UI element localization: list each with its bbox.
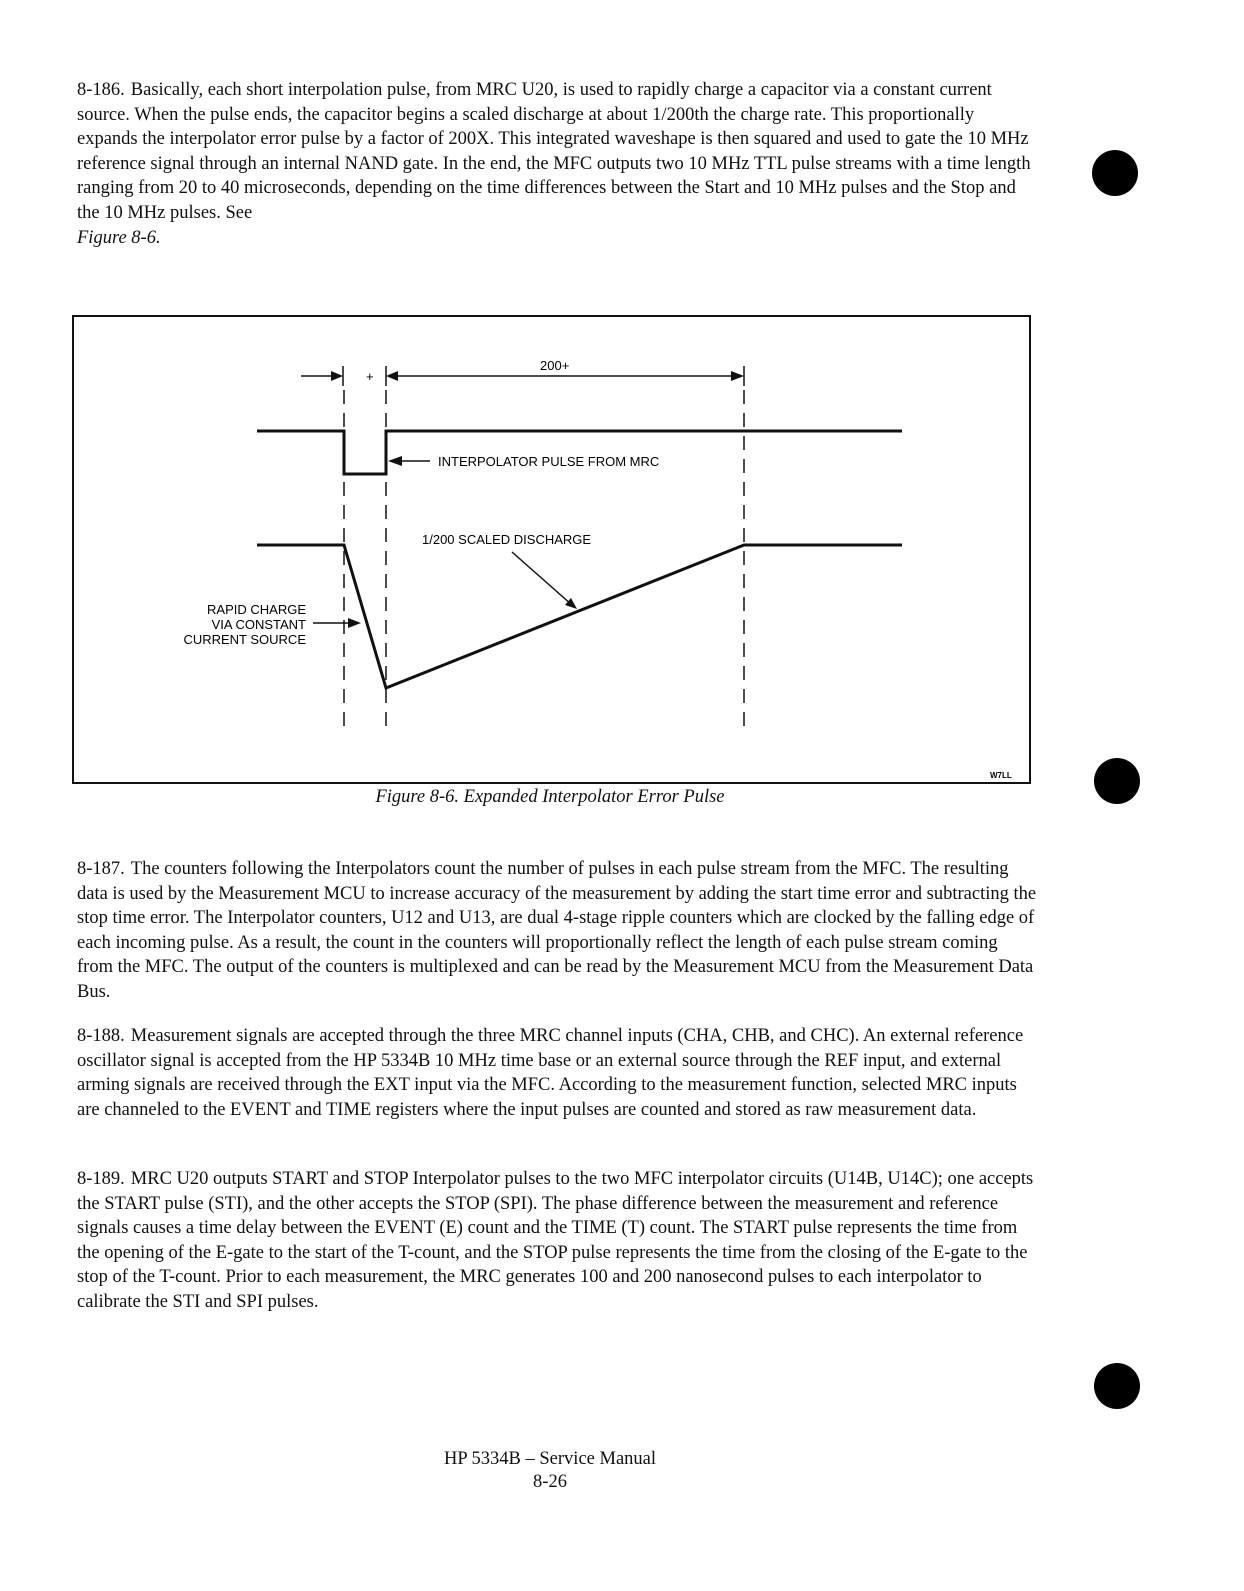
paragraph-8-189 (77, 1167, 1037, 1315)
paragraph-text: Measurement signals are accepted through the three MRC channel inputs (CHA, CHB, and CHC). An external reference oscillator signal is accepted from the HP 5334B 10 MHz time base or an external source through the REF input, and external arming signals are received through the EXT input via the MFC. According to the measurement function, selected MRC inputs are channeled to the EVENT and TIME registers where the input pulses are counted and stored as raw measurement data. (77, 1026, 1024, 1120)
dimension-arrow-left (331, 371, 343, 381)
interpolator-pulse-arrow (388, 456, 402, 466)
footer-page-number: 8-26 (533, 1472, 567, 1492)
rapid-charge-label-line-1: RAPID CHARGE (207, 602, 306, 617)
figure-border (73, 316, 1030, 783)
pulse-width-plus-label: + (366, 369, 374, 384)
binder-hole-bottom (1094, 1363, 1140, 1409)
scaled-discharge-label: 1/200 SCALED DISCHARGE (422, 532, 592, 547)
rapid-charge-label-line-2: VIA CONSTANT (211, 617, 306, 632)
paragraph-number: 8-188. (77, 1026, 125, 1046)
paragraph-8-187 (77, 857, 1037, 1005)
dimension-arrow-end (731, 371, 744, 381)
paragraph-text: Basically, each short interpolation pulse, from MRC U20, is used to rapidly charge a capacitor via a constant current source. When the pulse ends, the capacitor begins a scaled discharge at about 1/200th the charge rate. This proportionally expands the interpolator error pulse by a factor of 200X. This integrated waveshape is then squared and used to gate the 10 MHz reference signal through an internal NAND gate. In the end, the MFC outputs two 10 MHz TTL pulse streams with a time length ranging from 20 to 40 microseconds, depending on the time differences between the Start and 10 MHz pulses and the Stop and the 10 MHz pulses. See (77, 80, 1031, 223)
paragraph-number: 8-189. (77, 1169, 125, 1189)
figure-code: W7LL (990, 771, 1012, 780)
expansion-factor-label: 200+ (540, 358, 570, 373)
figure-reference: Figure 8-6. (77, 227, 161, 248)
paragraph-text: MRC U20 outputs START and STOP Interpolator pulses to the two MFC interpolator circuits (U14B, U14C); one accepts the START pulse (STI), and the other accepts the STOP (SPI). The phase difference between the measurement and reference signals causes a time delay between the EVENT (E) count and the TIME (T) count. The START pulse represents the time from the opening of the E-gate to the start of the T-count, and the STOP pulse represents the time from the closing of the E-gate to the stop of the T-count. Prior to each measurement, the MRC generates 100 and 200 nanosecond pulses to each interpolator to calibrate the STI and SPI pulses. (77, 1169, 1034, 1312)
integrated-waveform (257, 545, 902, 688)
rapid-charge-label-line-3: CURRENT SOURCE (183, 632, 306, 647)
figure-caption: Figure 8-6. Expanded Interpolator Error Pulse (375, 787, 725, 807)
footer-manual-title: HP 5334B – Service Manual (443, 1449, 657, 1469)
paragraph-8-188 (77, 1024, 1037, 1122)
dimension-arrow-start (386, 371, 398, 381)
scaled-discharge-leader (512, 552, 572, 605)
interpolator-pulse-label: INTERPOLATOR PULSE FROM MRC (438, 454, 660, 469)
rapid-charge-arrow (348, 618, 361, 628)
paragraph-text: The counters following the Interpolators count the number of pulses in each pulse stream from the MFC. The resulting data is used by the Measurement MCU to increase accuracy of the measurement by adding the start time error and subtracting the stop time error. The Interpolator counters, U12 and U13, are dual 4-stage ripple counters which are clocked by the falling edge of each incoming pulse. As a result, the count in the counters will proportionally reflect the length of each pulse stream coming from the MFC. The output of the counters is multiplexed and can be read by the Measurement MCU from the Measurement Data Bus. (77, 859, 1037, 1002)
paragraph-number: 8-187. (77, 859, 125, 879)
paragraph-number: 8-186. (77, 80, 125, 100)
